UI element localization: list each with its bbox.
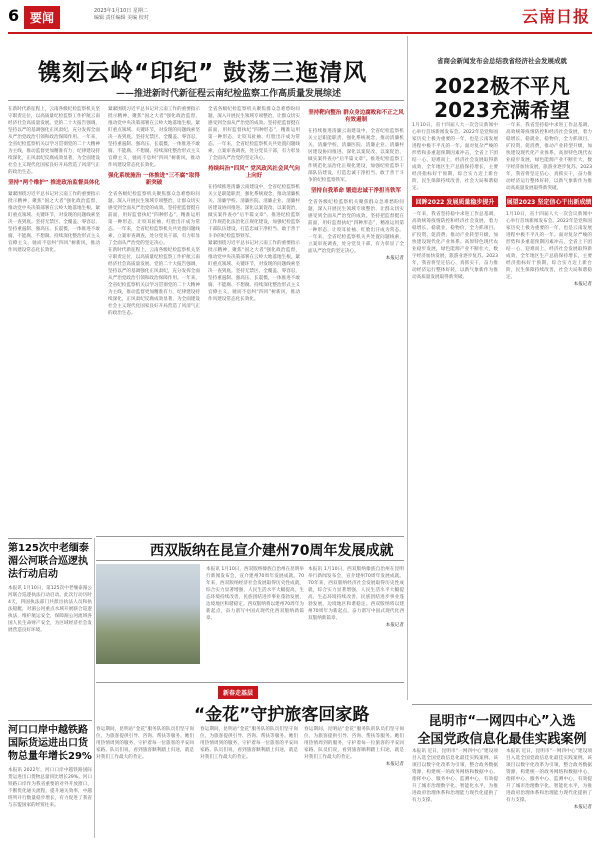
- br-title-line2: 全国党政信息化最佳实践案例: [417, 732, 587, 747]
- lead-byline: 本报记者: [385, 256, 404, 261]
- lead-subhead: 坚持自我革命 锻造忠诚干净担当铁军: [311, 188, 401, 194]
- right-column-2: [506, 122, 592, 526]
- mid-rule: [96, 560, 404, 561]
- lead-col2-text: 紧紧围绕习近平总书记对云南工作的重要指示批示精神，聚焦“国之大者”强化政治监督，推动党中央决策部署在云岭大地落地生根。紧盯重点领域、关键环节，对发现的问题线索坚决一查到底。坚持无禁区、全覆盖、零容忍，坚持重遏制、强高压、长震慑，一体推进不敢腐、不能腐、不想腐。持续深化整治形式主义官僚主义，驰而不息纠“四风”树新风，推动作风建设常态化长效化。: [108, 107, 200, 168]
- issue-editors: 编辑 责任编辑 美编 校对: [94, 15, 149, 21]
- bottom-tag: 新春走基层: [218, 686, 258, 699]
- mid-rule-top: [96, 536, 404, 537]
- lead-col3-text-c: 紧紧围绕习近平总书记对云南工作的重要指示批示精神，聚焦“国之大者”强化政治监督，推动党中央决策部署在云岭大地落地生根。紧盯重点领域、关键环节，对发现的问题线索坚决一查到底。坚持无禁区、全覆盖、零容忍，坚持重遏制、强高压、长震慑，一体推进不敢腐、不能腐、不想腐。持续深化整治形式主义官僚主义，驰而不息纠“四风”树新风，推动作风建设常态化长效化。: [208, 241, 300, 302]
- right-byline: 本报记者: [573, 282, 592, 287]
- right-col2-text-b: 1月10日，省十四届人大一次会议新闻中心举行首场新闻发布会。2022年是党和国家历史上极为重要的一年，也是云南发展进程中极不平凡的一年。面对复杂严峻的形势和多重超预期因素冲击，全省上下团结一心、迎难而上，经济社会发展取得新成效，全年地区生产总值保持增长，主要经济指标好于预期，综合实力迈上新台阶，民生保障持续改善，社会大局和谐稳定。: [506, 212, 592, 280]
- page-number: 6: [8, 6, 20, 25]
- mid-column-1: [206, 566, 304, 678]
- br-column-1: [412, 748, 498, 838]
- lead-column-1: [8, 106, 100, 388]
- bottom-rule: [96, 682, 404, 683]
- lead-col1-text-b: 紧紧围绕习近平总书记对云南工作的重要指示批示精神，聚焦“国之大者”强化政治监督，推动党中央决策部署在云岭大地落地生根。紧盯重点领域、关键环节，对发现的问题线索坚决一查到底。坚持无禁区、全覆盖、零容忍，坚持重遏制、强高压、长震慑，一体推进不敢腐、不能腐、不想腐。持续深化整治形式主义官僚主义，驰而不息纠“四风”树新风，推动作风建设常态化长效化。: [8, 192, 100, 253]
- right-title-line1: 2022极不平凡: [434, 74, 570, 98]
- lead-article: [8, 36, 404, 536]
- mid-text-b: 本报讯 1月10日，西双版纳傣族自治州在昆明举行新闻发布会，宣介建州70周年发展成就。70年来，西双版纳经济社会发展取得历史性成就，综合实力显著增强，人民生活水平大幅提高，生态环境持续改善，民族团结进步事业蓬勃发展，边境地区和谐稳定。西双版纳将以建州70周年为新起点，奋力谱写中国式现代化西双版纳新篇章。: [308, 567, 404, 621]
- lead-col2-text-b: 全省各级纪检监察机关聚焦群众急难愁盼问题，深入开展民生领域专项整治，让群众切实感受到全面从严治党的成效。坚持把监督挺在前面，用好监督执纪“四种形态”，精准运用第一种形态，让咬耳扯袖、红脸出汗成为常态。一年来，全省纪检监察机关共处置问题线索，立案审查调查，处分党员干部，有力彰显了全面从严治党的坚定决心。: [108, 192, 200, 246]
- issue-info: [94, 8, 149, 22]
- br-text-b: 本报讯 近日，昆明市“一网四中心”建设项目入选全国党政信息化最佳实践案例。该项目以数字化改革为引领，整合政务数据资源，构建统一的政务网络和数据中心、指挥中心、服务中心、监测中心，有效提升了城市治理数字化、智能化水平，为推进政府治理体系和治理能力现代化提供了有力支撑。: [506, 749, 592, 803]
- lead-column-3: [208, 106, 300, 534]
- bottom-column-2: [200, 726, 298, 838]
- bottom-text: 春运期间，昆明站“金花”服务队的队员们坚守岗位，为旅客提供引导、咨询、帮扶等服务。她们用热情周到的服务，守护着每一位旅客的平安回家路。队员们说，看到旅客顺利踏上归途，就是对我们工作最大的肯定。: [96, 727, 194, 760]
- mid-text: 本报讯 1月10日，西双版纳傣族自治州在昆明举行新闻发布会，宣介建州70周年发展成就。70年来，西双版纳经济社会发展取得历史性成就，综合实力显著增强，人民生活水平大幅提高，生态环境持续改善，民族团结进步事业蓬勃发展，边境地区和谐稳定。西双版纳将以建州70周年为新起点，奋力谱写中国式现代化西双版纳新篇章。: [206, 567, 304, 621]
- bottom-byline: 本报记者: [385, 762, 404, 767]
- column-divider: [94, 538, 95, 838]
- right-box-head: 回眸2022 发展质量稳步提升: [412, 196, 498, 207]
- lead-col3-text-b: 在持续推进清廉云南建设中，全省纪检监察机关立足职能职责，强化系统观念，推动清廉机关、清廉学校、清廉医院、清廉企业、清廉村居建设协同推进。深化以案促改、以案促治，做实案件查办“后半篇文章”。推进纪检监察工作规范化法治化正规化建设，加强纪检监察干部队伍建设，打造忠诚干净担当、敢于善于斗争的纪检监察铁军。: [208, 185, 300, 239]
- right-col1-text-b: 一年来，我省坚持稳中求进工作总基调，高效统筹疫情防控和经济社会发展，着力稳增长、稳就业、稳物价，全力抓项目、扩投资、促消费，推动产业转型升级，加快建设现代化产业体系。高原特色现代农业稳步发展，绿色能源产业不断壮大，数字经济加快发展，旅游业逐步复苏。2023年，我省将坚定信心、真抓实干，奋力推动经济运行整体好转，以新气象新作为推动高质量发展取得新突破。: [412, 212, 498, 280]
- masthead: [8, 4, 592, 30]
- lead-title: 镌刻云岭“印纪” 鼓荡三迤清风: [38, 60, 368, 86]
- lead-subhead: 坚持靶向整治 群众身边腐败和不正之风有效遏制: [308, 110, 404, 123]
- bottom-text-b: 春运期间，昆明站“金花”服务队的队员们坚守岗位，为旅客提供引导、咨询、帮扶等服务。她们用热情周到的服务，守护着每一位旅客的平安回家路。队员们说，看到旅客顺利踏上归途，就是对我们工作最大的肯定。: [200, 727, 298, 760]
- bottom-text-c: 春运期间，昆明站“金花”服务队的队员们坚守岗位，为旅客提供引导、咨询、帮扶等服务。她们用热情周到的服务，守护着每一位旅客的平安回家路。队员们说，看到旅客顺利踏上归途，就是对我们工作最大的肯定。: [304, 727, 404, 760]
- right-article: [412, 36, 592, 536]
- br-text: 本报讯 近日，昆明市“一网四中心”建设项目入选全国党政信息化最佳实践案例。该项目以数字化改革为引领，整合政务数据资源，构建统一的政务网络和数据中心、指挥中心、服务中心、监测中心，有效提升了城市治理数字化、智能化水平，为推进政府治理体系和治理能力现代化提供了有力支撑。: [412, 749, 498, 803]
- bottom-column-1: [96, 726, 194, 838]
- right-column-1: [412, 122, 498, 526]
- br-column-2: [506, 748, 592, 838]
- br-byline: 本报记者: [573, 805, 592, 810]
- paper-logo: 云南日报: [521, 7, 590, 26]
- lead-subhead: 坚持“两个维护” 推进政治监督具体化: [8, 180, 100, 186]
- mid-column-2: [308, 566, 404, 678]
- mid-photo: [96, 564, 200, 664]
- brief-mekong-title: 第125次中老缅泰湄公河联合巡逻执法行动启动: [8, 543, 89, 580]
- lead-column-2: [108, 106, 200, 534]
- brief-mekong: [8, 542, 92, 712]
- lead-subtitle: ——推进新时代新征程云南纪检监察工作高质量发展综述: [116, 89, 342, 99]
- mid-title: 西双版纳在昆宣介建州70周年发展成就: [150, 543, 394, 559]
- issue-date: 2023年1月10日 星期二: [94, 8, 148, 14]
- right-title-line2: 2023充满希望: [434, 98, 570, 122]
- right-col2-text: 一年来，我省坚持稳中求进工作总基调，高效统筹疫情防控和经济社会发展，着力稳增长、稳就业、稳物价，全力抓项目、扩投资、促消费，推动产业转型升级，加快建设现代化产业体系。高原特色现代农业稳步发展，绿色能源产业不断壮大，数字经济加快发展，旅游业逐步复苏。2023年，我省将坚定信心、真抓实干，奋力推动经济运行整体好转，以新气象新作为推动高质量发展取得新突破。: [506, 123, 592, 191]
- lead-column-4: [308, 106, 404, 534]
- lead-subhead: 强化系统施治 一体推进“三不腐”取得新突破: [108, 173, 200, 186]
- lead-col4-text: 在持续推进清廉云南建设中，全省纪检监察机关立足职能职责，强化系统观念，推动清廉机关、清廉学校、清廉医院、清廉企业、清廉村居建设协同推进。深化以案促改、以案促治，做实案件查办“后半篇文章”。推进纪检监察工作规范化法治化正规化建设，加强纪检监察干部队伍建设，打造忠诚干净担当、敢于善于斗争的纪检监察铁军。: [308, 129, 404, 183]
- lead-col2-text-c: 在新时代新征程上，云南各级纪检监察机关坚守职责定位，以高质量纪检监察工作护航云南经济社会高质量发展。党的二十大报告强调，坚持以严的基调强化正风肃纪，充分发挥全面从严治党政治引领和政治保障作用。一年来，全省纪检监察机关以学习贯彻党的二十大精神为主线，推动监督更加精准有力，纪律建设持续深化，正风肃纪反腐成效显著，为全面建设社会主义现代化国家良好开局营造了风清气正的政治生态。: [108, 248, 200, 316]
- right-kicker: 省商会新闻发布会总结我省经济社会发展成就: [437, 57, 567, 65]
- section-tag: 要闻: [24, 6, 60, 29]
- lead-rule: [8, 100, 404, 101]
- brief-hekou-text: 本报讯 2022年，河口口岸中越铁路国际货运进出口货物总量同比增长29%。河口铁路口岸作为我省重要的对外开放窗口，不断优化通关流程，提升通关效率，中越班列开行数量稳步增长，有力促进了我省与东盟国家的经贸往来。: [8, 768, 92, 808]
- brief-rule: [8, 720, 92, 721]
- brief-hekou: [8, 724, 92, 839]
- br-title-line1: 昆明市“一网四中心”入选: [428, 714, 576, 729]
- lead-col4-text-b: 全省各级纪检监察机关聚焦群众急难愁盼问题，深入开展民生领域专项整治，让群众切实感受到全面从严治党的成效。坚持把监督挺在前面，用好监督执纪“四种形态”，精准运用第一种形态，让咬耳扯袖、红脸出汗成为常态。一年来，全省纪检监察机关共处置问题线索，立案审查调查，处分党员干部，有力彰显了全面从严治党的坚定决心。: [308, 200, 404, 254]
- right-col1-text: 1月10日，省十四届人大一次会议新闻中心举行首场新闻发布会。2022年是党和国家历史上极为重要的一年，也是云南发展进程中极不平凡的一年。面对复杂严峻的形势和多重超预期因素冲击，全省上下团结一心、迎难而上，经济社会发展取得新成效，全年地区生产总值保持增长，主要经济指标好于预期，综合实力迈上新台阶，民生保障持续改善，社会大局和谐稳定。: [412, 123, 498, 191]
- brief-mekong-text: 本报讯 1月10日，第125次中老缅泰湄公河联合巡逻执法行动启动。此次行动历时4天，四国执法部门共派出执法人员和执法船艇，对湄公河重点水域开展联合巡逻执法，维护航运安全，保障湄公河流域各国人民生命财产安全，为区域经济社会发展营造良好环境。: [8, 586, 92, 633]
- masthead-rule: [8, 32, 592, 34]
- mid-byline: 本报记者: [385, 623, 404, 628]
- lead-subhead: 持续纠治“四风” 党风政风社会风气向上向好: [208, 166, 300, 179]
- br-rule: [412, 704, 592, 705]
- bottom-column-3: [304, 726, 404, 838]
- bottom-title: “金花”守护旅客回家路: [194, 705, 370, 725]
- right-box-head: 展望2023 坚定信心干出新成绩: [506, 196, 592, 207]
- column-divider: [407, 36, 408, 700]
- lead-col3-text: 全省各级纪检监察机关聚焦群众急难愁盼问题，深入开展民生领域专项整治，让群众切实感受到全面从严治党的成效。坚持把监督挺在前面，用好监督执纪“四种形态”，精准运用第一种形态，让咬耳扯袖、红脸出汗成为常态。一年来，全省纪检监察机关共处置问题线索，立案审查调查，处分党员干部，有力彰显了全面从严治党的坚定决心。: [208, 107, 300, 161]
- lead-col1-text: 在新时代新征程上，云南各级纪检监察机关坚守职责定位，以高质量纪检监察工作护航云南经济社会高质量发展。党的二十大报告强调，坚持以严的基调强化正风肃纪，充分发挥全面从严治党政治引领和政治保障作用。一年来，全省纪检监察机关以学习贯彻党的二十大精神为主线，推动监督更加精准有力，纪律建设持续深化，正风肃纪反腐成效显著，为全面建设社会主义现代化国家良好开局营造了风清气正的政治生态。: [8, 107, 100, 175]
- brief-hekou-title: 河口口岸中越铁路国际货运进出口货物总量年增长29%: [8, 725, 92, 762]
- brief-rule: [8, 538, 92, 539]
